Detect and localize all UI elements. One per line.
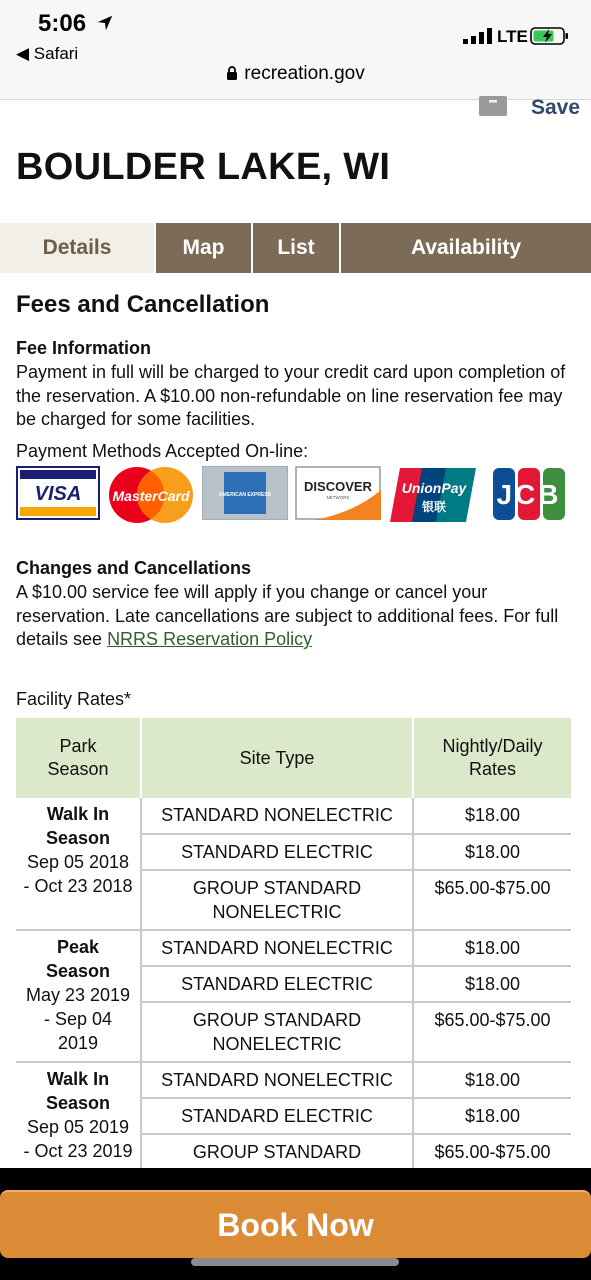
site-type-cell: STANDARD ELECTRIC: [141, 966, 413, 1002]
season-dates: May 23 2019 - Sep 04 2019: [25, 985, 131, 1053]
discover-sub-text: NETWORK: [326, 495, 350, 500]
amex-card-logo: [202, 466, 288, 520]
changes-text: [16, 581, 576, 652]
visa-text: VISA: [34, 483, 82, 505]
browser-status-bar: [0, 0, 591, 100]
header-rates: Nightly/Daily Rates: [413, 718, 571, 798]
back-to-safari-link[interactable]: ◀ Safari: [16, 44, 79, 63]
changes-heading: Changes and Cancellations: [16, 558, 252, 578]
unionpay-text: UnionPay: [401, 480, 467, 496]
unionpay-card-logo: [388, 466, 478, 524]
home-indicator[interactable]: [191, 1258, 399, 1266]
facility-rates-label: Facility Rates*: [16, 689, 132, 709]
jcb-text: JCB: [496, 479, 562, 510]
tab-list[interactable]: List: [251, 223, 339, 273]
bookmark-save-icon: [478, 96, 508, 116]
table-row: [16, 798, 571, 834]
site-type-cell: GROUP STANDARD: [141, 1134, 413, 1194]
table-row: [16, 1062, 571, 1098]
discover-card-logo: [295, 466, 381, 520]
payment-methods-label: Payment Methods Accepted On-line:: [16, 441, 309, 461]
header-park-season: Park Season: [16, 718, 141, 798]
discover-text: DISCOVER: [304, 479, 372, 494]
fee-info-heading: Fee Information: [16, 338, 152, 358]
network-type: LTE: [497, 27, 528, 46]
rate-cell: $65.00-$75.00: [413, 870, 571, 930]
tab-details[interactable]: Details: [0, 223, 154, 273]
rate-cell: $18.00: [413, 1098, 571, 1134]
rate-cell: $18.00: [413, 930, 571, 966]
site-type-cell: GROUP STANDARD NONELECTRIC: [141, 1002, 413, 1062]
table-row: [16, 930, 571, 966]
facility-rates-table: [16, 718, 571, 1195]
signal-strength-icon: [463, 28, 493, 44]
season-name: Walk In Season: [45, 804, 111, 848]
rate-cell: $18.00: [413, 798, 571, 834]
book-now-button[interactable]: Book Now: [0, 1190, 591, 1258]
season-cell: [16, 798, 141, 930]
season-cell: [16, 930, 141, 1062]
changes-body: A $10.00 service fee will apply if you change or cancel your reservation. Late cancellations are subject to additional fees. For full details see: [16, 582, 559, 649]
season-dates: Sep 05 2019 - Oct 23 2019: [23, 1117, 133, 1161]
rate-cell: $18.00: [413, 966, 571, 1002]
address-bar[interactable]: [0, 63, 591, 85]
site-type-cell: STANDARD NONELECTRIC: [141, 930, 413, 966]
location-arrow-icon: [96, 14, 114, 32]
rate-cell: $18.00: [413, 834, 571, 870]
lock-icon: [226, 66, 238, 80]
tab-availability[interactable]: Availability: [339, 223, 591, 273]
site-type-cell: STANDARD NONELECTRIC: [141, 798, 413, 834]
site-type-cell: STANDARD NONELECTRIC: [141, 1062, 413, 1098]
section-title: Fees and Cancellation: [16, 291, 270, 318]
fee-info-text: Payment in full will be charged to your credit card upon completion of the reservation. A $10.00 non-refundable on line reservation fee may be charged for some facilities.: [16, 362, 566, 429]
amex-text: AMERICAN EXPRESS: [219, 492, 271, 498]
season-name: Peak Season: [45, 937, 111, 981]
policy-link[interactable]: NRRS Reservation Policy: [107, 629, 313, 649]
site-type-cell: GROUP STANDARD NONELECTRIC: [141, 870, 413, 930]
mastercard-text: MasterCard: [112, 488, 190, 504]
site-type-cell: STANDARD ELECTRIC: [141, 834, 413, 870]
mastercard-logo: [107, 466, 195, 524]
season-dates: Sep 05 2018 - Oct 23 2018: [23, 852, 133, 896]
tab-bar: [0, 223, 591, 273]
jcb-card-logo: [491, 466, 567, 522]
rate-cell: $18.00: [413, 1062, 571, 1098]
save-label: Save: [531, 96, 581, 119]
payment-cards: [16, 466, 576, 524]
battery-charging-icon: [530, 26, 570, 46]
unionpay-sub-text: 银联: [421, 500, 447, 514]
url-text: recreation.gov: [244, 63, 365, 84]
header-site-type: Site Type: [141, 718, 413, 798]
clock: 5:06: [38, 10, 87, 37]
rate-cell: $65.00-$75.00: [413, 1002, 571, 1062]
site-type-cell: STANDARD ELECTRIC: [141, 1098, 413, 1134]
page-title: BOULDER LAKE, WI: [16, 146, 391, 188]
rate-cell: $65.00-$75.00: [413, 1134, 571, 1194]
season-name: Walk In Season: [45, 1069, 111, 1113]
visa-card-logo: [16, 466, 100, 520]
tab-map[interactable]: Map: [154, 223, 251, 273]
